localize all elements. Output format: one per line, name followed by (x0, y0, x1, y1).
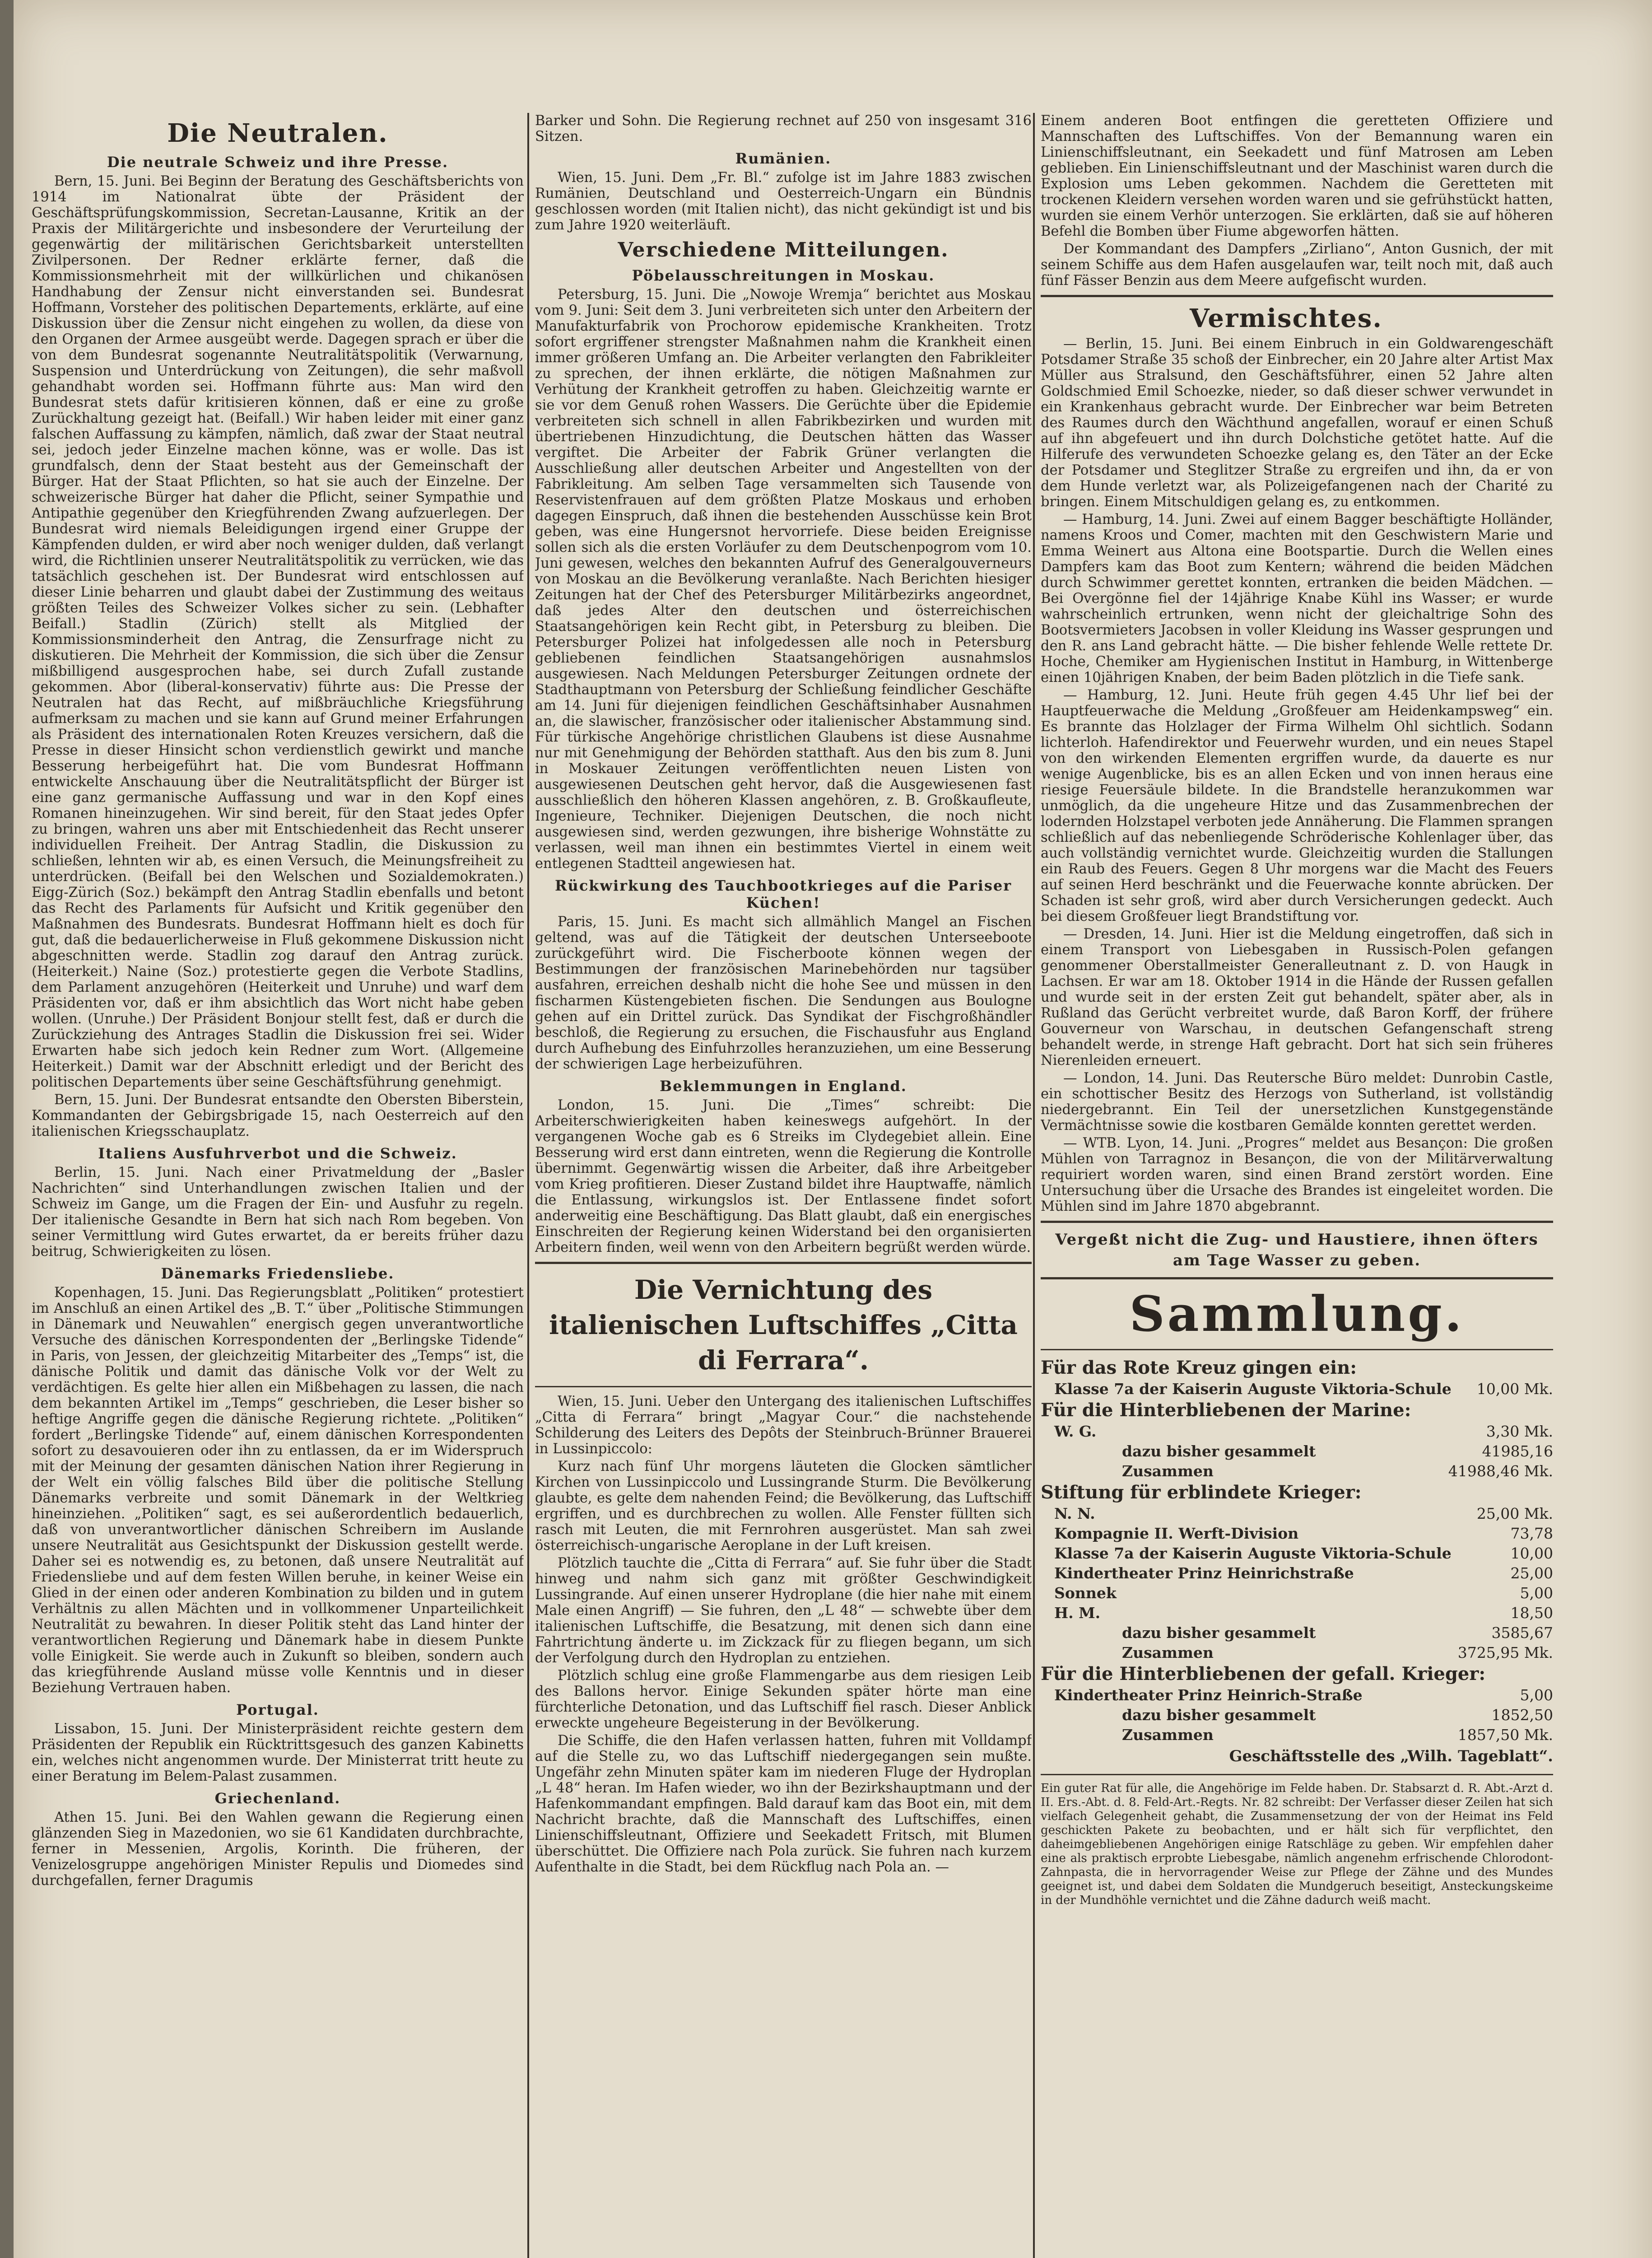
article-petersburg: Petersburg, 15. Juni. Die „Nowoje Wremja“ berichtet aus Moskau vom 9. Juni: Seit dem 3. Juni verbreiteten sich unter den Arbeitern der Manufakturfabrik von Prochorow epidemische Krankheiten. Trotz sofort ergriffener strengster Maßnahmen nahm die Krankheit einen immer größeren Umfang an. Die Arbeiter verlangten den Fabrikleiter zu sprechen, der ihnen erklärte, die nötigen Maßnahmen zur Verhütung der Krankheit getroffen zu haben. Gleichzeitig warnte er sie vor dem Genuß rohen Wassers. Die Gerüchte über die Epidemie verbreiteten sich schnell in allen Fabrikbezirken und wurden mit übertriebenen Hinzudichtung, die Deutschen hätten das Wasser vergiftet. Die Arbeiter der Fabrik Grüner verlangten die Ausschließung aller deutschen Arbeiter und Angestellten von der Fabrikleitung. Am selben Tage versammelten sich Tausende von Reservistenfrauen auf dem größten Platze Moskaus und erhoben dagegen Einspruch, daß ihnen die bestehenden Ausschüsse kein Brot geben, was eine Hungersnot hervorriefe. Diese beiden Ereignisse sollen sich als die ersten Vorläufer zu dem Deutschenpogrom vom 10. Juni gewesen, welches den bekannten Aufruf des Generalgouverneurs von Moskau an die Bevölkerung veranlaßte. Nach Berichten hiesiger Zeitungen hat der Chef des Petersburger Militärbezirks angeordnet, daß jedes Alter den deutschen und österreichischen Staatsangehörigen kein Recht gibt, in Petersburg zu bleiben. Die Petersburger Polizei hat infolgedessen alle noch in Petersburg gebliebenen feindlichen Staatsangehörigen ausnahmslos ausgewiesen. Nach Meldungen Petersburger Zeitungen ordnete der Stadthauptmann von Petersburg der Schließung feindlicher Geschäfte am 14. Juni für diejenigen feindlichen Geschäftsinhaber Ausnahmen an, die slawischer, französischer oder italienischer Abstammung sind. Für türkische Angehörige christlichen Glaubens ist diese Ausnahme nur mit Genehmigung der Behörden statthaft. Aus den bis zum 8. Juni in Moskauer Zeitungen veröffentlichten neuen Listen von ausgewiesenen Deutschen geht hervor, daß die Ausgewiesenen fast ausschließlich den höheren Klassen angehören, z. B. Großkaufleute, Ingenieure, Techniker. Diejenigen Deutschen, die noch nicht ausgewiesen sind, werden gezwungen, ihre bisherige Wohnstätte zu verlassen, weil man ihnen ein bestimmtes Viertel in einem weit entlegenen Stadtteil angewiesen hat. (535, 287, 1032, 872)
article-hamburg-feuer: — Hamburg, 12. Juni. Heute früh gegen 4.45 Uhr lief bei der Hauptfeuerwache die Meldung „Großfeuer am Heidenkampsweg“ ein. Es brannte das Holzlager der Firma Wilhelm Ohl sichtlich. Sodann lichterloh. Hafendirektor und Feuerwehr wurden, und ein neues Stapel von den wirkenden Elementen ergriffen wurde, da dauerte es nur wenige Augenblicke, bis es an allen Ecken und von innen heraus eine riesige Feuersäule bildete. In die Brandstelle heranzukommen war unmöglich, da die ungeheure Hitze und das Zusammenbrechen der lodernden Holzstapel verboten jede Annäherung. Die Flammen sprangen schließlich auf das nebenliegende Schröderische Kohlenlager über, das auch vollständig vernichtet wurde. Gleichzeitig wurden die Stallungen ein Raub des Feuers. Gegen 8 Uhr morgens war die Macht des Feuers auf seinen Herd beschränkt und die Feuerwache konnte abrücken. Der Schaden ist sehr groß, wird aber durch Versicherungen gedeckt. Auch bei diesem Großfeuer liegt Brandstiftung vor. (1041, 687, 1553, 924)
mar-heading: Für die Hinterbliebenen der Marine: (1041, 1400, 1411, 1421)
subheading-portugal: Portugal. (236, 1701, 319, 1718)
bl-row-2 (1041, 1544, 1553, 1563)
article-bern-zensur: Bern, 15. Juni. Bei Beginn der Beratung des Geschäftsberichts von 1914 im Nationalrat übte der Präsident der Geschäftsprüfungskommission, Secretan-Lausanne, Kritik an der Praxis der Militärgerichte und insbesondere der Verurteilung der gegenwärtig der militärischen Gerichtsbarkeit unterstellten Zivilpersonen. Der Redner erklärte ferner, daß die Kommissionsmehrheit mit der willkürlichen und chikanösen Handhabung der Zensur nicht einverstanden sei. Bundesrat Hoffmann, Vorsteher des politischen Departements, erklärte, auf eine Diskussion über die Zensur nicht eingehen zu wollen, da diese von den Organen der Armee ausgeübt werde. Dagegen sprach er über die von dem Bundesrat sogenannte Neutralitätspolitik (Verwarnung, Suspension und Unterdrückung von Zeitungen), die sehr maßvoll gehandhabt worden sei. Hoffmann führte aus: Man wird den Bundesrat stets dafür kritisieren können, daß er eine zu große Zurückhaltung gezeigt hat. (Beifall.) Wir haben leider mit einer ganz falschen Auffassung zu kämpfen, nämlich, daß zwar der Staat neutral sei, jedoch jeder Einzelne machen könne, was er wolle. Das ist grundfalsch, denn der Staat besteht aus der Gemeinschaft der Bürger. Hat der Staat Pflichten, so hat sie auch der Einzelne. Der schweizerische Bürger hat daher die Pflicht, seiner Sympathie und Antipathie gegenüber den Kriegführenden Zwang aufzuerlegen. Der Bundesrat wird niemals Beleidigungen irgend einer Gruppe der Kämpfenden dulden, er wird aber noch weniger dulden, daß verlangt wird, die Richtlinien unserer Neutralitätspolitik zu verrücken, wie das tatsächlich geschehen ist. Der Bundesrat wird entschlossen auf dieser Linie beharren und glaubt dabei der Zustimmung des weitaus größten Teiles des Schweizer Volkes sicher zu sein. (Lebhafter Beifall.) Stadlin (Zürich) stellt als Mitglied der Kommissionsminderheit den Antrag, die Zensurfrage nicht zu diskutieren. Die Mehrheit der Kommission, die sich über die Zensur mißbilligend ausgesprochen habe, sei durch Zufall zustande gekommen. Abor (liberal-konservativ) führte aus: Die Presse der Neutralen hat das Recht, auf mißbräuchliche Kriegsführung aufmerksam zu machen und sie kann auf Grund meiner Erfahrungen als Präsident des internationalen Roten Kreuzes versichern, daß die Presse in dieser Hinsicht schon verdienstlich gewirkt und manche Besserung herbeigeführt hat. Die vom Bundesrat Hoffmann entwickelte Anschauung über die Neutralitätspflicht der Bürger ist eine ganz germanische Auffassung und war in den Kopf eines Romanen hineinzugehen. Wir sind bereit, für den Staat jedes Opfer zu bringen, wahren uns aber mit Entschiedenheit das Recht unserer individuellen Freiheit. Der Antrag Stadlin, die Diskussion zu schließen, lehnten wir ab, es einen Versuch, die Meinungsfreiheit zu unterdrücken. (Beifall bei den Welschen und Sozialdemokraten.) Eigg-Zürich (Soz.) bekämpft den Antrag Stadlin ebenfalls und betont das Recht des Parlaments für Aufsicht und Kritik gegenüber den Maßnahmen des Bundesrats. Bundesrat Hoffmann hielt es doch für gut, daß die bedauerlicherweise in Fluß gekommene Diskussion nicht abgeschnitten werde. Stadlin zog darauf den Antrag zurück. (Heiterkeit.) Naine (Soz.) protestierte gegen die Verbote Stadlins, dem Parlament anzugehören (Heiterkeit und Unruhe) und warf dem Präsidenten vor, daß er ihm absichtlich das Wort nicht habe geben wollen. (Unruhe.) Der Präsident Bonjour stellt fest, daß er durch die Zurückziehung des Antrages Stadlin die Diskussion frei sei. Wider Erwarten habe sich jedoch kein Redner zum Wort. (Allgemeine Heiterkeit.) Damit war der Abschnitt erledigt und der Bericht des politischen Departements über seine Geschäftsführung genehmigt. (32, 173, 524, 1090)
mar-row (1041, 1422, 1553, 1442)
rk-heading: Für das Rote Kreuz gingen ein: (1041, 1357, 1357, 1378)
subheading-beklemmungen: Beklemmungen in England. (660, 1078, 907, 1095)
article-kopenhagen: Kopenhagen, 15. Juni. Das Regierungsblatt „Politiken“ protestiert im Anschluß an einen Artikel des „B. T.“ über „Politische Stimmungen in Dänemark und Neuwahlen“ energisch gegen unverantwortliche Versuche des dänischen Korrespondenten der „Berlingske Tidende“ in Paris, von Jessen, der gleichzeitig Mitarbeiter des „Temps“ ist, die dänische Politik und damit das dänische Volk vor der Welt zu verdächtigen. Es gelte hier allen ein Mißbehagen zu lassen, die nach dem bekannten Artikel im „Temps“ geschrieben, die Leser bisher so heftige Angriffe gegen die dänische Regierung richtete. „Politiken“ fordert „Berlingske Tidende“ auf, einem dänischen Korrespondenten sofort zu desavouieren oder ihn zu entlassen, da er im Widerspruch mit der Meinung der gesamten dänischen Nation ihrer Regierung in der Welt ein völlig falsches Bild über die politische Stellung Dänemarks verbreite und somit Dänemark in der Weltkrieg hineinziehen. „Politiken“ sagt, es sei außerordentlich bedauerlich, daß von unverantwortlicher dänischen Schreibern im Auslande unsere Neutralität aus Gesichtspunkt der Diskussion gestellt werde. Daher sei es notwendig es, zu betonen, daß unsere Neutralität auf Friedensliebe und auf dem festen Willen beruhe, in keiner Weise ein Glied in der einen oder anderen Kombination zu bilden und in gutem Verhältnis zu allen Mächten und in vollkommener Unparteilichkeit Neutralität zu bewahren. In dieser Politik steht das Land hinter der verantwortlichen Regierung und Dänemark habe in diesem Punkte volle Einigkeit. Sie werde auch in Zukunft so bleiben, sondern auch das kriegführende Ausland müsse volle Kenntnis und in dieser Beziehung Vertrauen haben. (32, 1285, 524, 1696)
mar-total-value: 41988,46 Mk. (1448, 1462, 1553, 1480)
rk-row-label: Klasse 7a der Kaiserin Auguste Viktoria-Schule (1054, 1380, 1452, 1398)
mar-bisher-value: 41985,16 (1482, 1442, 1553, 1460)
mar-row-value: 3,30 Mk. (1486, 1423, 1553, 1440)
bl-total-row (1041, 1643, 1553, 1663)
bl-total-value: 3725,95 Mk. (1457, 1644, 1553, 1661)
headline-citta-di-ferrara: Die Vernichtung des italienischen Luftschiffes „Citta di Ferrara“. (549, 1274, 1018, 1376)
subheading-rumaenien: Rumänien. (735, 150, 832, 167)
bl-row-label: Sonnek (1054, 1584, 1117, 1602)
article-london-times: London, 15. Juni. Die „Times“ schreibt: Die Arbeiterschwierigkeiten haben keineswegs aufgehört. In der vergangenen Woche gab es 6 Streiks im Clydegebiet allein. Eine Besserung wird erst dann eintreten, wenn die Regierung die Kontrolle übernimmt. Gegenwärtig wissen die Arbeiter, daß ihre Arbeitgeber vom Krieg profitieren. Dieser Zustand bildet ihre Hauptwaffe, nämlich die Entlassung, wirkungslos ist. Der Entlassene findet sofort anderweitig eine Beschäftigung. Das Blatt glaubt, daß ein energisches Einschreiten der Regierung keinen Widerstand bei den organisierten Arbeitern finden, weil wenn von den Arbeitern begrüßt werden würde. (535, 1097, 1032, 1255)
bl-row-label: Kindertheater Prinz Heinrichstraße (1054, 1564, 1354, 1582)
article-lissabon: Lissabon, 15. Juni. Der Ministerpräsident reichte gestern dem Präsidenten der Republik ein Rücktrittsgesuch des ganzen Kabinetts ein, welches nicht angenommen wurde. Der Ministerrat tritt heute zu einer Beratung im Belem-Palast zusammen. (32, 1721, 524, 1784)
gef-bisher-value: 1852,50 (1491, 1706, 1553, 1724)
bl-row-value: 73,78 (1510, 1525, 1553, 1542)
heading-vermischtes: Vermischtes. (1190, 303, 1382, 333)
article-dresden: — Dresden, 14. Juni. Hier ist die Meldung eingetroffen, daß sich in einem Transport von Liebesgaben in Russisch-Polen gefangen genommener Oberstallmeister Generalleutnant z. D. von Haugk in Lachsen. Er war am 18. Oktober 1914 in die Hände der Russen gefallen und wurde seit in der ersten Zeit gut behandelt, später aber, als in Rußland das Gerücht verbreitet wurde, daß Baron Korff, der frühere Gouverneur von Warschau, in deutschen Gefangenschaft streng behandelt werde, in strenge Haft gebracht. Dort hat sich sein früheres Nierenleiden erneuert. (1041, 926, 1553, 1068)
office-signature: Geschäftsstelle des „Wilh. Tageblatt“. (1229, 1747, 1553, 1765)
left-page-gutter (0, 0, 14, 2258)
article-luftschiff-p4: Die Schiffe, die den Hafen verlassen hatten, fuhren mit Volldampf auf die Stelle zu, wo das Luftschiff niedergegangen sein mußte. Ungefähr zehn Minuten später kam im niederen Fluge der Hydroplan „L 48“ heran. Im Hafen wieder, wo ihn der Bezirkshauptmann und der Hafenkommandant empfingen. Bald darauf kam das Boot ein, mit dem Nachricht brachte, daß die Mannschaft des Luftschiffes, einen Linienschiffsleutnant, Offiziere und Seekadett Fritsch, mit Blumen überschüttet. Die Offiziere nach Pola zurück. Sie fuhren nach kurzem Aufenthalte in die Stadt, bei dem Rückflug nach Pola an. — (535, 1733, 1032, 1875)
gef-row (1041, 1685, 1553, 1705)
article-luftschiff-continuation: Einem anderen Boot entfingen die geretteten Offiziere und Mannschaften des Luftschiffes. Von der Bemannung waren ein Linienschiffsleutnant, ein Seekadett und fünf Matrosen am Leben geblieben. Ein Linienschiffsleutnant und der Maschinist waren durch die Explosion ums Leben gekommen. Nachdem die Geretteten mit trockenen Kleidern versehen worden waren und sie gefrühstückt hatten, wurden sie einem Verhör unterzogen. Sie erklärten, daß sie auf höheren Befehl die Bomben über Fiume abgeworfen hätten. (1041, 113, 1553, 239)
bl-row-4 (1041, 1583, 1553, 1603)
article-lyon-muehlen: — WTB. Lyon, 14. Juni. „Progres“ meldet aus Besançon: Die großen Mühlen von Tarragnoz in Besançon, die von der Militärverwaltung requiriert worden waren, sind einen Brand zerstört worden. Eine Untersuchung über die Ursache des Brandes ist eingeleitet worden. Die Mühlen sind im Jahre 1870 abgebrannt. (1041, 1135, 1553, 1214)
rk-row-value: 10,00 Mk. (1476, 1380, 1553, 1398)
article-zirliano: Der Kommandant des Dampfers „Zirliano“, Anton Gusnich, der mit seinem Schiffe aus dem Hafen ausgelaufen war, teilt noch mit, daß auch fünf Fässer Benzin aus dem Meere aufgefischt wurden. (1041, 241, 1553, 289)
article-berlin-einbruch: — Berlin, 15. Juni. Bei einem Einbruch in ein Goldwarengeschäft Potsdamer Straße 35 schoß der Einbrecher, ein 20 Jahre alter Artist Max Müller aus Stralsund, den Geschäftsführer, einen 52 Jahre alten Goldschmied Emil Schoezke, nieder, so daß dieser schwer verwundet in ein Krankenhaus gebracht wurde. Der Einbrecher war beim Betreten des Raumes durch den Wächthund angefallen, worauf er einen Schuß auf ihn abgefeuert und ihn durch Dolchstiche getötet hatte. Auf die Hilferufe des verwundeten Schoezke gelang es, den Täter an der Ecke der Potsdamer und Steglitzer Straße zu ergreifen und ihn, da er von dem Hunde verletzt war, als Polizeigefangenen nach der Charité zu bringen. Einem Mitschuldigen gelang es, zu entkommen. (1041, 336, 1553, 510)
divider-small (1041, 1774, 1553, 1775)
article-wien-rumaenien: Wien, 15. Juni. Dem „Fr. Bl.“ zufolge ist im Jahre 1883 zwischen Rumänien, Deutschland und Oesterreich-Ungarn ein Bündnis geschlossen worden (mit Italien nicht), das nicht gekündigt ist und bis zum Jahre 1920 weiterläuft. (535, 170, 1032, 233)
gef-bisher-label: dazu bisher gesammelt (1122, 1706, 1316, 1724)
subheading-schweiz: Die neutrale Schweiz und ihre Presse. (107, 154, 449, 171)
bl-row-label: Klasse 7a der Kaiserin Auguste Viktoria-Schule (1054, 1544, 1452, 1562)
bl-bisher-label: dazu bisher gesammelt (1122, 1624, 1316, 1642)
divider-vermischtes (1041, 295, 1553, 297)
bl-row-3 (1041, 1563, 1553, 1583)
gef-row-label: Kindertheater Prinz Heinrich-Straße (1054, 1686, 1363, 1704)
gef-row-value: 5,00 (1520, 1686, 1553, 1704)
article-luftschiff-p2: Plötzlich tauchte die „Citta di Ferrara“ auf. Sie fuhr über die Stadt hinweg und nahm sich ganz mit größter Geschwindigkeit Lussingrande. Auf einen unserer Hydroplane (die hier nahe mit einem Male einen Angriff) — Sie fuhren, den „L 48“ — schwebte über dem italienischen Luftschiffe, die Besatzung, mit denen sich dann eine Fahrtrichtung änderte u. im Zickzack für zu fliegen begann, um sich der Verfolgung durch den Hydroplan zu entziehen. (535, 1555, 1032, 1666)
bl-row-1 (1041, 1524, 1553, 1544)
bl-heading: Stiftung für erblindete Krieger: (1041, 1482, 1362, 1503)
column-1 (32, 113, 524, 2258)
article-luftschiff-p1: Kurz nach fünf Uhr morgens läuteten die Glocken sämtlicher Kirchen von Lussinpiccolo und Lussingrande Sturm. Die Bevölkerung glaubte, es gelte dem nahenden Feind; die Bevölkerung, das Luftschiff ergriffen, und es durchbrechen zu wollen. Alle Fenster füllten sich rasch mit Leuten, die mit Fernrohren ausgerüstet. Man sah zwei österreichisch-ungarische Aeroplane in der Luft kreisen. (535, 1459, 1032, 1554)
bl-row-value: 5,00 (1520, 1584, 1553, 1602)
bl-bisher-row (1041, 1623, 1553, 1643)
bl-bisher-value: 3585,67 (1491, 1624, 1553, 1642)
column-3 (1041, 113, 1553, 2258)
subheading-italien: Italiens Ausfuhrverbot und die Schweiz. (98, 1145, 457, 1162)
bl-row-value: 25,00 Mk. (1476, 1505, 1553, 1522)
subheading-griechenland: Griechenland. (214, 1790, 341, 1807)
article-hamburg-boot: — Hamburg, 14. Juni. Zwei auf einem Bagger beschäftigte Holländer, namens Kroos und Comer, machten mit den Geschwistern Marie und Emma Weinert aus Altona eine Bootspartie. Durch die Wellen eines Dampfers kam das Boot zum Kentern; während die beiden Mädchen durch Schwimmer gerettet konnten, ertranken die beiden Mädchen. — Bei Overgönne fiel der 14jährige Knabe Kühl ins Wasser; er wurde wahrscheinlich ertrunken, wenn nicht der gleichaltrige Sohn des Bootsvermieters Jacobsen in voller Kleidung ins Wasser gesprungen und den R. ans Land gebracht hätte. — Die bisher fehlende Welle rettete Dr. Hoche, Chemiker am Hygienischen Institut in Hamburg, in Wittenberge einen 10jährigen Knaben, der beim Baden plötzlich in die Tiefe sank. (1041, 512, 1553, 686)
gef-bisher-row (1041, 1705, 1553, 1725)
small-print-advice: Ein guter Rat für alle, die Angehörige im Felde haben. Dr. Stabsarzt d. R. Abt.-Arzt d. II. Ers.-Abt. d. 8. Feld-Art.-Regts. Nr. 82 schreibt: Der Verfasser dieser Zeilen hat sich vielfach Gelegenheit gehabt, die Zusammensetzung der von der Heimat ins Feld geschickten Pakete zu beobachten, und er hält sich für verpflichtet, den daheimgebliebenen Angehörigen einige Ratschläge zu geben. Wir empfehlen daher eine als praktisch erprobte Liebesgabe, nämlich angenehm erfrischende Chlorodont-Zahnpasta, die in hervorragender Weise zur Pflege der Zähne und des Mundes geeignet ist, und dabei dem Soldaten die Mundgeruch beseitigt, Ansteckungskeime in der Mundhöhle vernichtet und die Zähne dadurch weiß macht. (1041, 1782, 1553, 1907)
bl-row-value: 18,50 (1510, 1604, 1553, 1622)
mar-total-label: Zusammen (1122, 1462, 1214, 1480)
headline-divider (535, 1386, 1032, 1387)
gef-total-row (1041, 1725, 1553, 1745)
gef-heading: Für die Hinterbliebenen der gefall. Krieger: (1041, 1663, 1486, 1684)
gef-total-value: 1857,50 Mk. (1457, 1726, 1553, 1744)
subheading-poebel: Pöbelausschreitungen in Moskau. (632, 267, 935, 284)
heading-sammlung: Sammlung. (1129, 1286, 1465, 1343)
bl-row-label: H. M. (1054, 1604, 1101, 1622)
heading-verschiedene: Verschiedene Mitteilungen. (618, 238, 949, 261)
column-rule-1 (527, 113, 529, 2258)
mar-bisher-label: dazu bisher gesammelt (1122, 1442, 1316, 1460)
notice-tiere: Vergeßt nicht die Zug- und Haustiere, ihnen öfters am Tage Wasser zu geben. (1055, 1231, 1539, 1269)
rk-row (1041, 1379, 1553, 1399)
article-berlin-italien: Berlin, 15. Juni. Nach einer Privatmeldung der „Basler Nachrichten“ sind Unterhandlungen zwischen Italien und der Schweiz im Gange, um die Fragen der Ein- und Ausfuhr zu regeln. Der italienische Gesandte in Bern hat sich nach Rom begeben. Von seiner Vermittlung wird Gutes erwartet, da er bereits früher dazu beitrug, Schwierigkeiten zu lösen. (32, 1165, 524, 1260)
column-2 (535, 113, 1032, 2258)
bl-row-value: 25,00 (1510, 1564, 1553, 1582)
article-london-dunrobin: — London, 14. Juni. Das Reutersche Büro meldet: Dunrobin Castle, ein schottischer Besitz des Herzogs von Sutherland, ist vollständig niedergebrannt. Ein Teil der unersetzlichen Kunstgegenstände Vermächtnisse sowie die kostbaren Gemälde konnten gerettet werden. (1041, 1070, 1553, 1134)
article-wien-luftschiff-intro: Wien, 15. Juni. Ueber den Untergang des italienischen Luftschiffes „Citta di Ferrara“ bringt „Magyar Cour.“ die nachstehende Schilderung des Leiters des Depôts der Steinbruch-Brünner Brauerei in Lussinpiccolo: (535, 1394, 1032, 1457)
article-luftschiff-p3: Plötzlich schlug eine große Flammengarbe aus dem riesigen Leib des Ballons hervor. Einige Sekunden später hörte man eine fürchterliche Detonation, und das Luftschiff fiel rasch. Dieser Anblick erweckte ungeheure Begeisterung in der Bevölkerung. (535, 1668, 1032, 1731)
mar-bisher-row (1041, 1442, 1553, 1461)
article-bern-biberstein: Bern, 15. Juni. Der Bundesrat entsandte den Obersten Biberstein, Kommandanten der Gebirgsbrigade 15, nach Oesterreich auf den italienischen Kriegsschauplatz. (32, 1092, 524, 1139)
subheading-daenemark: Dänemarks Friedensliebe. (161, 1265, 395, 1282)
column-rule-2 (1033, 113, 1035, 2258)
divider-sammlung (1041, 1349, 1553, 1350)
article-paris-fische: Paris, 15. Juni. Es macht sich allmählich Mangel an Fischen geltend, was auf die Tätigkeit der deutschen Unterseeboote zurückgeführt wird. Die Fischerboote können wegen der Bestimmungen der französischen Marinebehörden nur tagsüber ausfahren, erreichen deshalb nicht die hohe See und müssen in den fischarmen Küstengebieten fischen. Die Sendungen aus Boulogne gehen auf ein Drittel zurück. Das Syndikat der Fischgroßhändler beschloß, die Regierung zu ersuchen, die Fischausfuhr aus England durch Aufhebung des Einfuhrzolles heranzuziehen, um eine Besserung der schwierigen Lage herbeizuführen. (535, 914, 1032, 1072)
newspaper-page (14, 0, 1652, 2258)
bl-total-label: Zusammen (1122, 1644, 1214, 1661)
bl-row-label: N. N. (1054, 1505, 1095, 1522)
article-athen: Athen 15. Juni. Bei den Wahlen gewann die Regierung einen glänzenden Sieg in Mazedonien, wo sie 61 Kandidaten durchbrachte, ferner in Messenien, Argolis, Korinth. Die früheren, der Venizelosgruppe angehörigen Minister Repulis und Diomedes sind durchgefallen, ferner Dragumis (32, 1810, 524, 1889)
section-divider (535, 1262, 1032, 1264)
divider-notice-top (1041, 1221, 1553, 1223)
mar-row-label: W. G. (1054, 1423, 1097, 1440)
bl-row-label: Kompagnie II. Werft-Division (1054, 1525, 1299, 1542)
heading-neutralen: Die Neutralen. (167, 118, 388, 148)
article-continuation: Barker und Sohn. Die Regierung rechnet auf 250 von insgesamt 316 Sitzen. (535, 113, 1032, 145)
bl-row-5 (1041, 1603, 1553, 1623)
subheading-rueckwirkung: Rückwirkung des Tauchbootkrieges auf die Pariser Küchen! (554, 877, 1012, 911)
gef-total-label: Zusammen (1122, 1726, 1214, 1744)
bl-row-0 (1041, 1504, 1553, 1524)
mar-total-row (1041, 1461, 1553, 1481)
bl-row-value: 10,00 (1510, 1544, 1553, 1562)
divider-notice-bottom (1041, 1277, 1553, 1279)
